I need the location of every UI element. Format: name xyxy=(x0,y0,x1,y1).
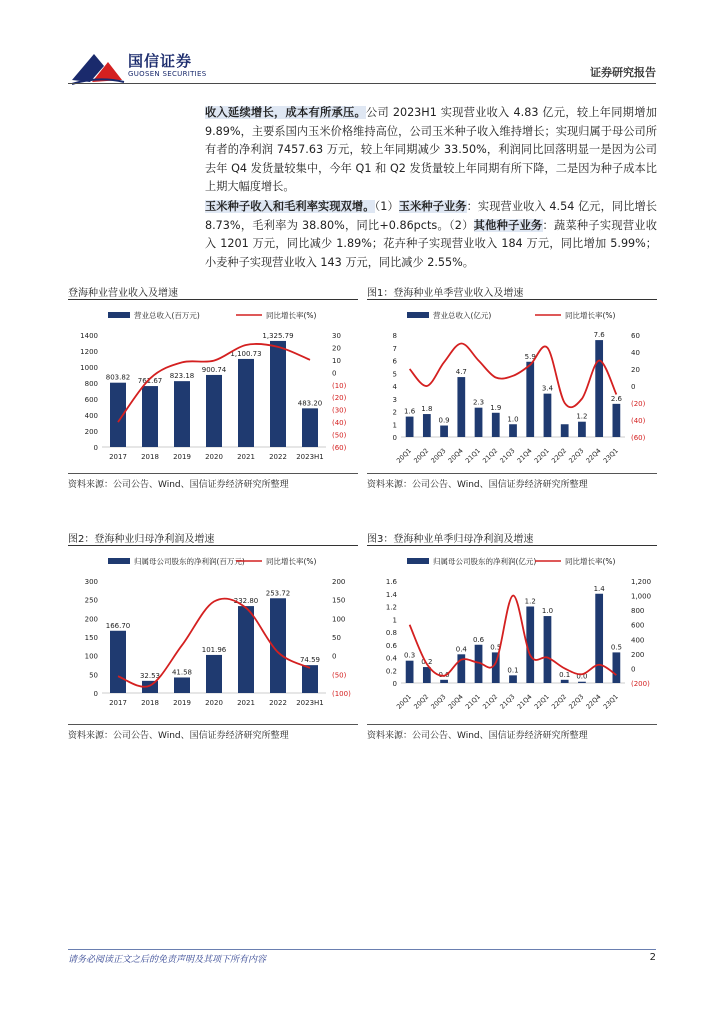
y-left-tick-label: 7 xyxy=(392,344,397,353)
bar xyxy=(423,667,431,683)
y-right-tick-label: 20 xyxy=(332,344,341,353)
legend-line-label: 同比增长率(%) xyxy=(565,557,616,566)
y-left-tick-label: 1.2 xyxy=(385,603,397,612)
paragraph-lead: 玉米种子业务 xyxy=(398,200,467,213)
bar-value-label: 900.74 xyxy=(201,365,227,374)
bar-value-label: 41.58 xyxy=(171,668,193,677)
y-left-tick-label: 0 xyxy=(93,690,98,698)
y-left-tick-label: 0.8 xyxy=(385,629,397,637)
bar xyxy=(238,359,254,447)
bar xyxy=(613,404,621,437)
y-right-tick-label: 100 xyxy=(332,615,346,624)
logo-text-en: GUOSEN SECURITIES xyxy=(128,70,207,78)
y-right-tick-label: 1,200 xyxy=(631,578,652,586)
bar-value-label: 0.1 xyxy=(559,670,571,679)
y-left-tick-label: 1200 xyxy=(80,348,98,356)
bar-value-label: 0.6 xyxy=(472,635,485,644)
figure-bottom-rule xyxy=(367,473,657,474)
y-right-tick-label: 150 xyxy=(332,596,346,605)
growth-rate-line xyxy=(410,343,617,407)
x-tick-label: 20Q4 xyxy=(446,692,465,711)
paragraph-revenue xyxy=(205,104,657,197)
figure-top-rule xyxy=(367,299,657,300)
disclaimer-note: 请务必阅读正文之后的免责声明及其项下所有内容 xyxy=(68,955,267,965)
bar-value-label: 7.6 xyxy=(593,331,605,340)
y-right-tick-label: (40) xyxy=(631,417,646,425)
figure-top-rule xyxy=(68,299,358,300)
x-tick-label: 2020 xyxy=(205,699,223,707)
page-header xyxy=(0,0,724,86)
y-left-tick-label: 8 xyxy=(392,332,397,340)
header-divider xyxy=(68,83,656,84)
y-left-tick-label: 1400 xyxy=(80,332,98,340)
bar xyxy=(578,682,586,683)
y-left-tick-label: 0.2 xyxy=(385,667,397,676)
bar xyxy=(561,680,569,683)
paragraph-body: （1） xyxy=(374,200,399,213)
legend-bar-label: 营业总收入(亿元) xyxy=(433,311,492,320)
x-tick-label: 20Q3 xyxy=(429,692,448,711)
y-left-tick-label: 800 xyxy=(84,380,98,388)
y-right-tick-label: (50) xyxy=(332,431,347,440)
bar xyxy=(440,426,448,437)
x-tick-label: 21Q4 xyxy=(515,446,534,465)
legend-bar-swatch xyxy=(407,558,429,564)
bar xyxy=(475,408,483,437)
x-tick-label: 22Q4 xyxy=(584,692,603,711)
y-left-tick-label: 0 xyxy=(93,444,98,452)
bar xyxy=(544,394,552,437)
y-left-tick-label: 400 xyxy=(84,412,98,420)
bar xyxy=(302,408,318,447)
bar-value-label: 761.67 xyxy=(137,377,163,386)
bar-value-label: 1.0 xyxy=(507,415,519,424)
bar-value-label: 74.59 xyxy=(299,656,321,665)
growth-rate-line xyxy=(410,596,617,676)
x-tick-label: 2017 xyxy=(109,453,127,461)
y-right-tick-label: (40) xyxy=(332,419,347,428)
x-tick-label: 21Q1 xyxy=(463,446,482,465)
x-tick-label: 21Q2 xyxy=(481,692,500,711)
y-right-tick-label: 40 xyxy=(631,349,640,357)
bar-value-label: 1.8 xyxy=(421,405,433,414)
y-left-tick-label: 1000 xyxy=(80,364,98,372)
x-tick-label: 2020 xyxy=(205,453,223,461)
y-left-tick-label: 1 xyxy=(392,616,397,625)
y-left-tick-label: 1 xyxy=(392,421,397,430)
x-tick-label: 22Q3 xyxy=(567,446,586,465)
x-tick-label: 22Q4 xyxy=(584,446,603,465)
figure-source: 资料来源：公司公告、Wind、国信证券经济研究所整理 xyxy=(367,480,588,490)
bar-value-label: 1.2 xyxy=(524,597,536,606)
bar-value-label: 1.6 xyxy=(404,407,416,416)
paragraph-body: ：蔬菜种子实现营业收入 1201 万元，同比减少 1.89%；花卉种子实现营业收入 184 万元，同比增加 5.99%；小麦种子实现营业收入 143 万元，同比减少 2.55%。 xyxy=(205,218,657,269)
y-left-tick-label: 0.4 xyxy=(385,654,397,663)
bar-value-label: 232.80 xyxy=(233,597,259,606)
x-tick-label: 22Q2 xyxy=(550,692,569,711)
x-tick-label: 2018 xyxy=(141,453,159,461)
y-left-tick-label: 100 xyxy=(84,652,98,661)
bar xyxy=(302,665,318,693)
y-right-tick-label: 0 xyxy=(631,383,636,391)
revenue-annual-chart xyxy=(68,305,358,475)
bar xyxy=(110,631,126,693)
x-tick-label: 20Q1 xyxy=(394,446,414,465)
x-tick-label: 22Q3 xyxy=(567,692,586,711)
x-tick-label: 2017 xyxy=(109,699,127,707)
y-right-tick-label: 30 xyxy=(332,332,341,340)
y-right-tick-label: 1,000 xyxy=(631,592,652,601)
bar-value-label: 1.9 xyxy=(490,403,502,412)
paragraph-lead: 收入延续增长，成本有所承压。 xyxy=(205,106,366,119)
legend-bar-label: 归属母公司股东的净利润(百万元) xyxy=(134,557,245,566)
bar xyxy=(238,606,254,693)
y-right-tick-label: (60) xyxy=(631,434,646,442)
bar-value-label: 2.6 xyxy=(610,394,622,403)
x-tick-label: 21Q3 xyxy=(498,446,517,465)
legend-bar-swatch xyxy=(108,312,130,318)
x-tick-label: 23Q1 xyxy=(601,446,620,465)
bar xyxy=(509,424,517,437)
y-right-tick-label: 600 xyxy=(631,621,645,630)
y-right-tick-label: (100) xyxy=(332,690,351,698)
bar-value-label: 0.1 xyxy=(507,666,519,675)
y-right-tick-label: (50) xyxy=(332,671,347,680)
bar-value-label: 2.3 xyxy=(472,398,485,407)
y-right-tick-label: (60) xyxy=(332,444,347,452)
y-right-tick-label: (200) xyxy=(631,680,650,688)
bar xyxy=(206,375,222,447)
bar-value-label: 5.9 xyxy=(524,352,536,361)
y-left-tick-label: 250 xyxy=(84,596,98,605)
bar-value-label: 0.0 xyxy=(438,670,450,679)
bar-value-label: 101.96 xyxy=(201,645,227,654)
x-tick-label: 23Q1 xyxy=(601,692,620,711)
x-tick-label: 2022 xyxy=(269,699,287,707)
y-left-tick-label: 6 xyxy=(392,357,397,366)
bar-value-label: 1,325.79 xyxy=(262,331,294,340)
report-type-label: 证券研究报告 xyxy=(590,66,656,79)
legend-bar-swatch xyxy=(407,312,429,318)
bar-value-label: 803.82 xyxy=(105,373,131,382)
bar xyxy=(440,680,448,683)
paragraph-lead: 其他种子业务 xyxy=(473,218,543,232)
x-tick-label: 20Q2 xyxy=(412,446,431,465)
y-left-tick-label: 1.6 xyxy=(385,578,397,586)
y-left-tick-label: 50 xyxy=(89,671,98,680)
y-right-tick-label: 0 xyxy=(332,652,337,661)
y-right-tick-label: 0 xyxy=(631,665,636,674)
bar xyxy=(406,417,414,437)
paragraph-lead: 玉米种子收入和毛利率实现双增。 xyxy=(205,200,375,213)
y-right-tick-label: (10) xyxy=(332,381,347,390)
paragraph-body: 公司 2023H1 实现营业收入 4.83 亿元，较上年同期增加 9.89%，主要系国内玉米价格维持高位，公司玉米种子收入维持增长；实现归属于母公司所有者的净利润 7457.63 万元，较上年同期减少 33.50%，利润同比回落明显一是因为公司去年 Q4 发货量较集中，今年 Q1 和 Q2 发货量较上年同期有所下降，二是因为种子成本比上期大幅度增长。 xyxy=(205,106,657,193)
x-tick-label: 21Q3 xyxy=(498,692,517,711)
profit-annual-chart xyxy=(68,551,358,721)
profit-quarterly-chart xyxy=(367,551,657,721)
y-right-tick-label: 200 xyxy=(631,650,645,659)
figure-title: 登海种业营业收入及增速 xyxy=(68,288,178,299)
bar-value-label: 166.70 xyxy=(105,621,131,630)
logo-text-cn: 国信证券 xyxy=(128,52,193,70)
bar-value-label: 0.4 xyxy=(455,645,467,654)
paragraph-body: ：实现营业收入 4.54 亿元，同比增长 8.73%，毛利率为 38.80%，同比+0.86pcts。（2） xyxy=(205,200,657,232)
y-left-tick-label: 0 xyxy=(392,680,397,688)
y-left-tick-label: 0 xyxy=(392,434,397,442)
figure-source: 资料来源：公司公告、Wind、国信证券经济研究所整理 xyxy=(68,731,289,741)
y-right-tick-label: (30) xyxy=(332,406,347,415)
legend-line-label: 同比增长率(%) xyxy=(266,311,317,320)
bar xyxy=(595,594,603,683)
bar xyxy=(561,424,569,437)
bar-value-label: 0.5 xyxy=(490,643,502,652)
bar xyxy=(423,414,431,437)
x-tick-label: 22Q2 xyxy=(550,446,569,465)
y-right-tick-label: 400 xyxy=(631,636,645,645)
y-right-tick-label: (20) xyxy=(631,400,646,408)
y-right-tick-label: 0 xyxy=(332,369,337,378)
bar-value-label: 32.53 xyxy=(139,671,161,680)
bar xyxy=(174,677,190,693)
bar xyxy=(457,377,465,437)
figure-bottom-rule xyxy=(68,473,358,474)
y-left-tick-label: 3 xyxy=(392,395,397,404)
figure-title: 图2：登海种业归母净利润及增速 xyxy=(68,534,215,545)
x-tick-label: 2019 xyxy=(173,453,191,461)
bar xyxy=(509,675,517,683)
x-tick-label: 2021 xyxy=(237,699,255,707)
y-left-tick-label: 0.6 xyxy=(385,641,397,650)
bar-value-label: 1,100.73 xyxy=(230,349,262,358)
bar-value-label: 1.0 xyxy=(541,607,554,616)
bar-value-label: 4.7 xyxy=(455,368,467,377)
y-right-tick-label: 800 xyxy=(631,607,645,616)
x-tick-label: 21Q1 xyxy=(463,692,482,711)
y-right-tick-label: 20 xyxy=(631,366,640,374)
bar-value-label: 823.18 xyxy=(169,372,195,381)
x-tick-label: 2023H1 xyxy=(296,453,324,461)
figure-top-rule xyxy=(68,545,358,546)
figure-source: 资料来源：公司公告、Wind、国信证券经济研究所整理 xyxy=(68,480,289,490)
paragraph-corn-seed xyxy=(205,198,657,272)
y-right-tick-label: 10 xyxy=(332,356,341,365)
bar xyxy=(492,413,500,437)
x-tick-label: 21Q2 xyxy=(481,446,500,465)
y-left-tick-label: 2 xyxy=(392,408,397,417)
guosen-logo-icon xyxy=(70,50,126,86)
x-tick-label: 2023H1 xyxy=(296,699,324,707)
figure-source: 资料来源：公司公告、Wind、国信证券经济研究所整理 xyxy=(367,731,588,741)
bar xyxy=(595,340,603,437)
x-tick-label: 20Q4 xyxy=(446,446,465,465)
legend-line-label: 同比增长率(%) xyxy=(565,311,616,320)
x-tick-label: 22Q1 xyxy=(532,446,551,465)
bar xyxy=(174,381,190,447)
y-left-tick-label: 600 xyxy=(84,396,98,404)
bar xyxy=(406,661,414,683)
x-tick-label: 20Q1 xyxy=(394,692,414,711)
x-tick-label: 2019 xyxy=(173,699,191,707)
bar-value-label: 1.2 xyxy=(576,412,588,421)
figure-title: 图1：登海种业单季营业收入及增速 xyxy=(367,288,524,299)
x-tick-label: 2018 xyxy=(141,699,159,707)
bar xyxy=(142,386,158,447)
bar-value-label: 253.72 xyxy=(265,589,291,598)
x-tick-label: 21Q4 xyxy=(515,692,534,711)
y-left-tick-label: 200 xyxy=(84,615,98,624)
bar-value-label: 3.4 xyxy=(541,384,554,393)
figure-bottom-rule xyxy=(367,724,657,725)
y-left-tick-label: 200 xyxy=(84,428,98,436)
bar xyxy=(206,655,222,693)
bar xyxy=(578,422,586,437)
bar-value-label: 0.2 xyxy=(421,658,433,667)
page-number: 2 xyxy=(649,952,656,963)
y-right-tick-label: 60 xyxy=(631,332,640,340)
y-right-tick-label: 200 xyxy=(332,578,346,586)
x-tick-label: 20Q2 xyxy=(412,692,431,711)
x-tick-label: 20Q3 xyxy=(429,446,448,465)
x-tick-label: 2022 xyxy=(269,453,287,461)
bar xyxy=(526,362,534,437)
legend-bar-label: 营业总收入(百万元) xyxy=(134,311,200,320)
figure-title: 图3：登海种业单季归母净利润及增速 xyxy=(367,534,534,545)
x-tick-label: 2021 xyxy=(237,453,255,461)
legend-line-label: 同比增长率(%) xyxy=(266,557,317,566)
footer-divider xyxy=(68,949,656,950)
legend-bar-label: 归属母公司股东的净利润(亿元) xyxy=(433,557,537,566)
bar xyxy=(613,652,621,683)
figure-top-rule xyxy=(367,545,657,546)
x-tick-label: 22Q1 xyxy=(532,692,551,711)
bar-value-label: 0.5 xyxy=(610,643,622,652)
revenue-quarterly-chart xyxy=(367,305,657,475)
y-left-tick-label: 150 xyxy=(84,634,98,642)
y-right-tick-label: (20) xyxy=(332,394,347,403)
bar xyxy=(544,616,552,683)
bar-value-label: 0.3 xyxy=(404,651,416,660)
y-left-tick-label: 5 xyxy=(392,370,397,379)
figure-bottom-rule xyxy=(68,724,358,725)
bar-value-label: 0.0 xyxy=(576,672,588,681)
bar-value-label: 0.9 xyxy=(438,416,450,425)
bar-value-label: 483.20 xyxy=(297,399,323,408)
y-right-tick-label: 50 xyxy=(332,634,341,642)
y-left-tick-label: 4 xyxy=(392,383,397,391)
bar-value-label: 1.4 xyxy=(593,584,605,593)
y-left-tick-label: 300 xyxy=(84,578,98,586)
legend-bar-swatch xyxy=(108,558,130,564)
y-left-tick-label: 1.4 xyxy=(385,590,397,599)
bar xyxy=(270,341,286,447)
